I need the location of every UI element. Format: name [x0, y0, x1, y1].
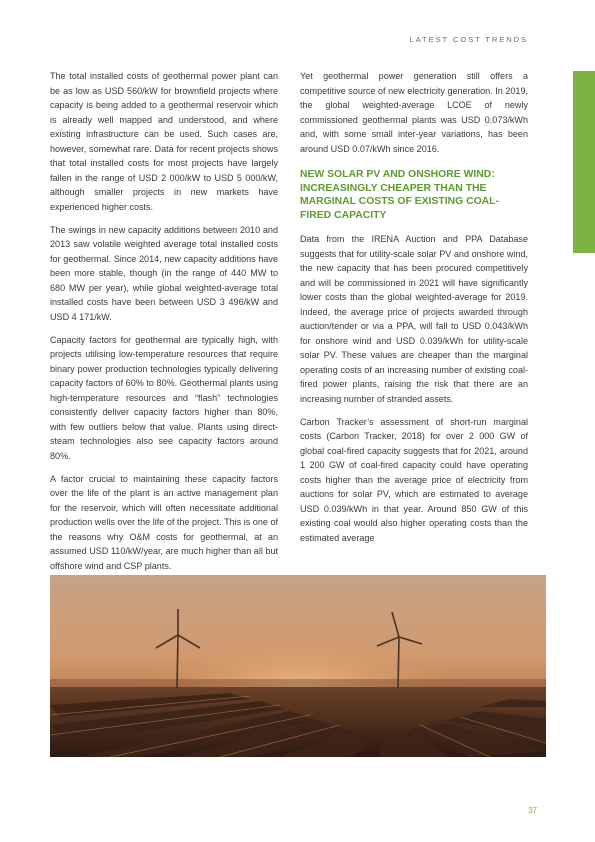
body-paragraph: Carbon Tracker’s assessment of short-run marginal costs (Carbon Tracker, 2018) for over 2 000 GW of global coal-fired capacity suggests that for 2021, around 1 200 GW of coal-fired capacity could have operating costs higher than the average price of electricity from auctions for solar PV, which are estimated to average USD 0.039/kWh in that year. Around 850 GW of this existing coal would also higher operating costs than the estimated average	[300, 416, 528, 543]
body-paragraph: The swings in new capacity additions between 2010 and 2013 saw volatile weighted average total installed costs for geothermal. Since 2014, new capacity additions have been more stable, though (in the range of 440 MW to 680 MW per year), while global weighted-average total installed costs have been between USD 3 496/kW and USD 4 171/kW.	[50, 224, 278, 322]
running-header: LATEST COST TRENDS	[409, 35, 528, 44]
body-paragraph: A factor crucial to maintaining these capacity factors over the life of the plant is an active management plan for the reservoir, which will often necessitate additional production wells over the life of the project. This is one of the reasons why O&M costs for geothermal, at an assumed USD 110/kW/year, are much higher than all but offshore wind and CSP plants.	[50, 473, 278, 571]
left-column	[50, 69, 278, 582]
body-paragraph: The total installed costs of geothermal power plant can be as low as USD 560/kW for brownfield projects where capacity is being added to a geothermal reservoir which is already well mapped and understood, and where existing infrastructure can be used. Such cases are, however, somewhat rare. Data for recent projects shows that total installed costs for most projects have largely fallen in the range of USD 2 000/kW to USD 5 000/kW, although smaller projects in new markets have experienced higher costs.	[50, 71, 278, 212]
section-tab	[573, 71, 595, 253]
body-paragraph: Data from the IRENA Auction and PPA Database suggests that for utility-scale solar PV and onshore wind, the new capacity that has been procured competitively and will be commissioned in 2021 will have significantly lower costs than the global weighted-average for 2019. Indeed, the average price of projects awarded through auction/tender or via a PPA, will fall to USD 0.043/kWh for onshore wind and USD 0.039/kWh for utility-scale solar PV. These values are cheaper than the marginal operating costs of an increasing number of existing coal-fired power plants, raising the risk that there are an increasing number of stranded assets.	[300, 234, 528, 404]
solar-wind-farm-photo	[50, 575, 546, 757]
section-heading: NEW SOLAR PV AND ONSHORE WIND: INCREASINGLY CHEAPER THAN THE MARGINAL COSTS OF EXISTING COAL-FIRED CAPACITY	[300, 169, 499, 221]
right-column	[300, 69, 528, 554]
page-number: 37	[528, 806, 537, 815]
body-paragraph: Capacity factors for geothermal are typically high, with projects utilising low-temperature resources that require binary power production technologies typically delivering capacity factors of 60% to 80%. Geothermal plants using high-temperature resources and “flash” technologies consistently deliver capacity factors higher than 80%, with few outliers below that value. Plants using direct-steam technologies also see capacity factors around 80%.	[50, 334, 278, 461]
body-paragraph: Yet geothermal power generation still offers a competitive source of new electricity generation. In 2019, the global weighted-average LCOE of newly commissioned geothermal plants was USD 0.073/kWh and, with some small inter-year variations, has been around USD 0.07/kWh since 2016.	[300, 71, 528, 154]
